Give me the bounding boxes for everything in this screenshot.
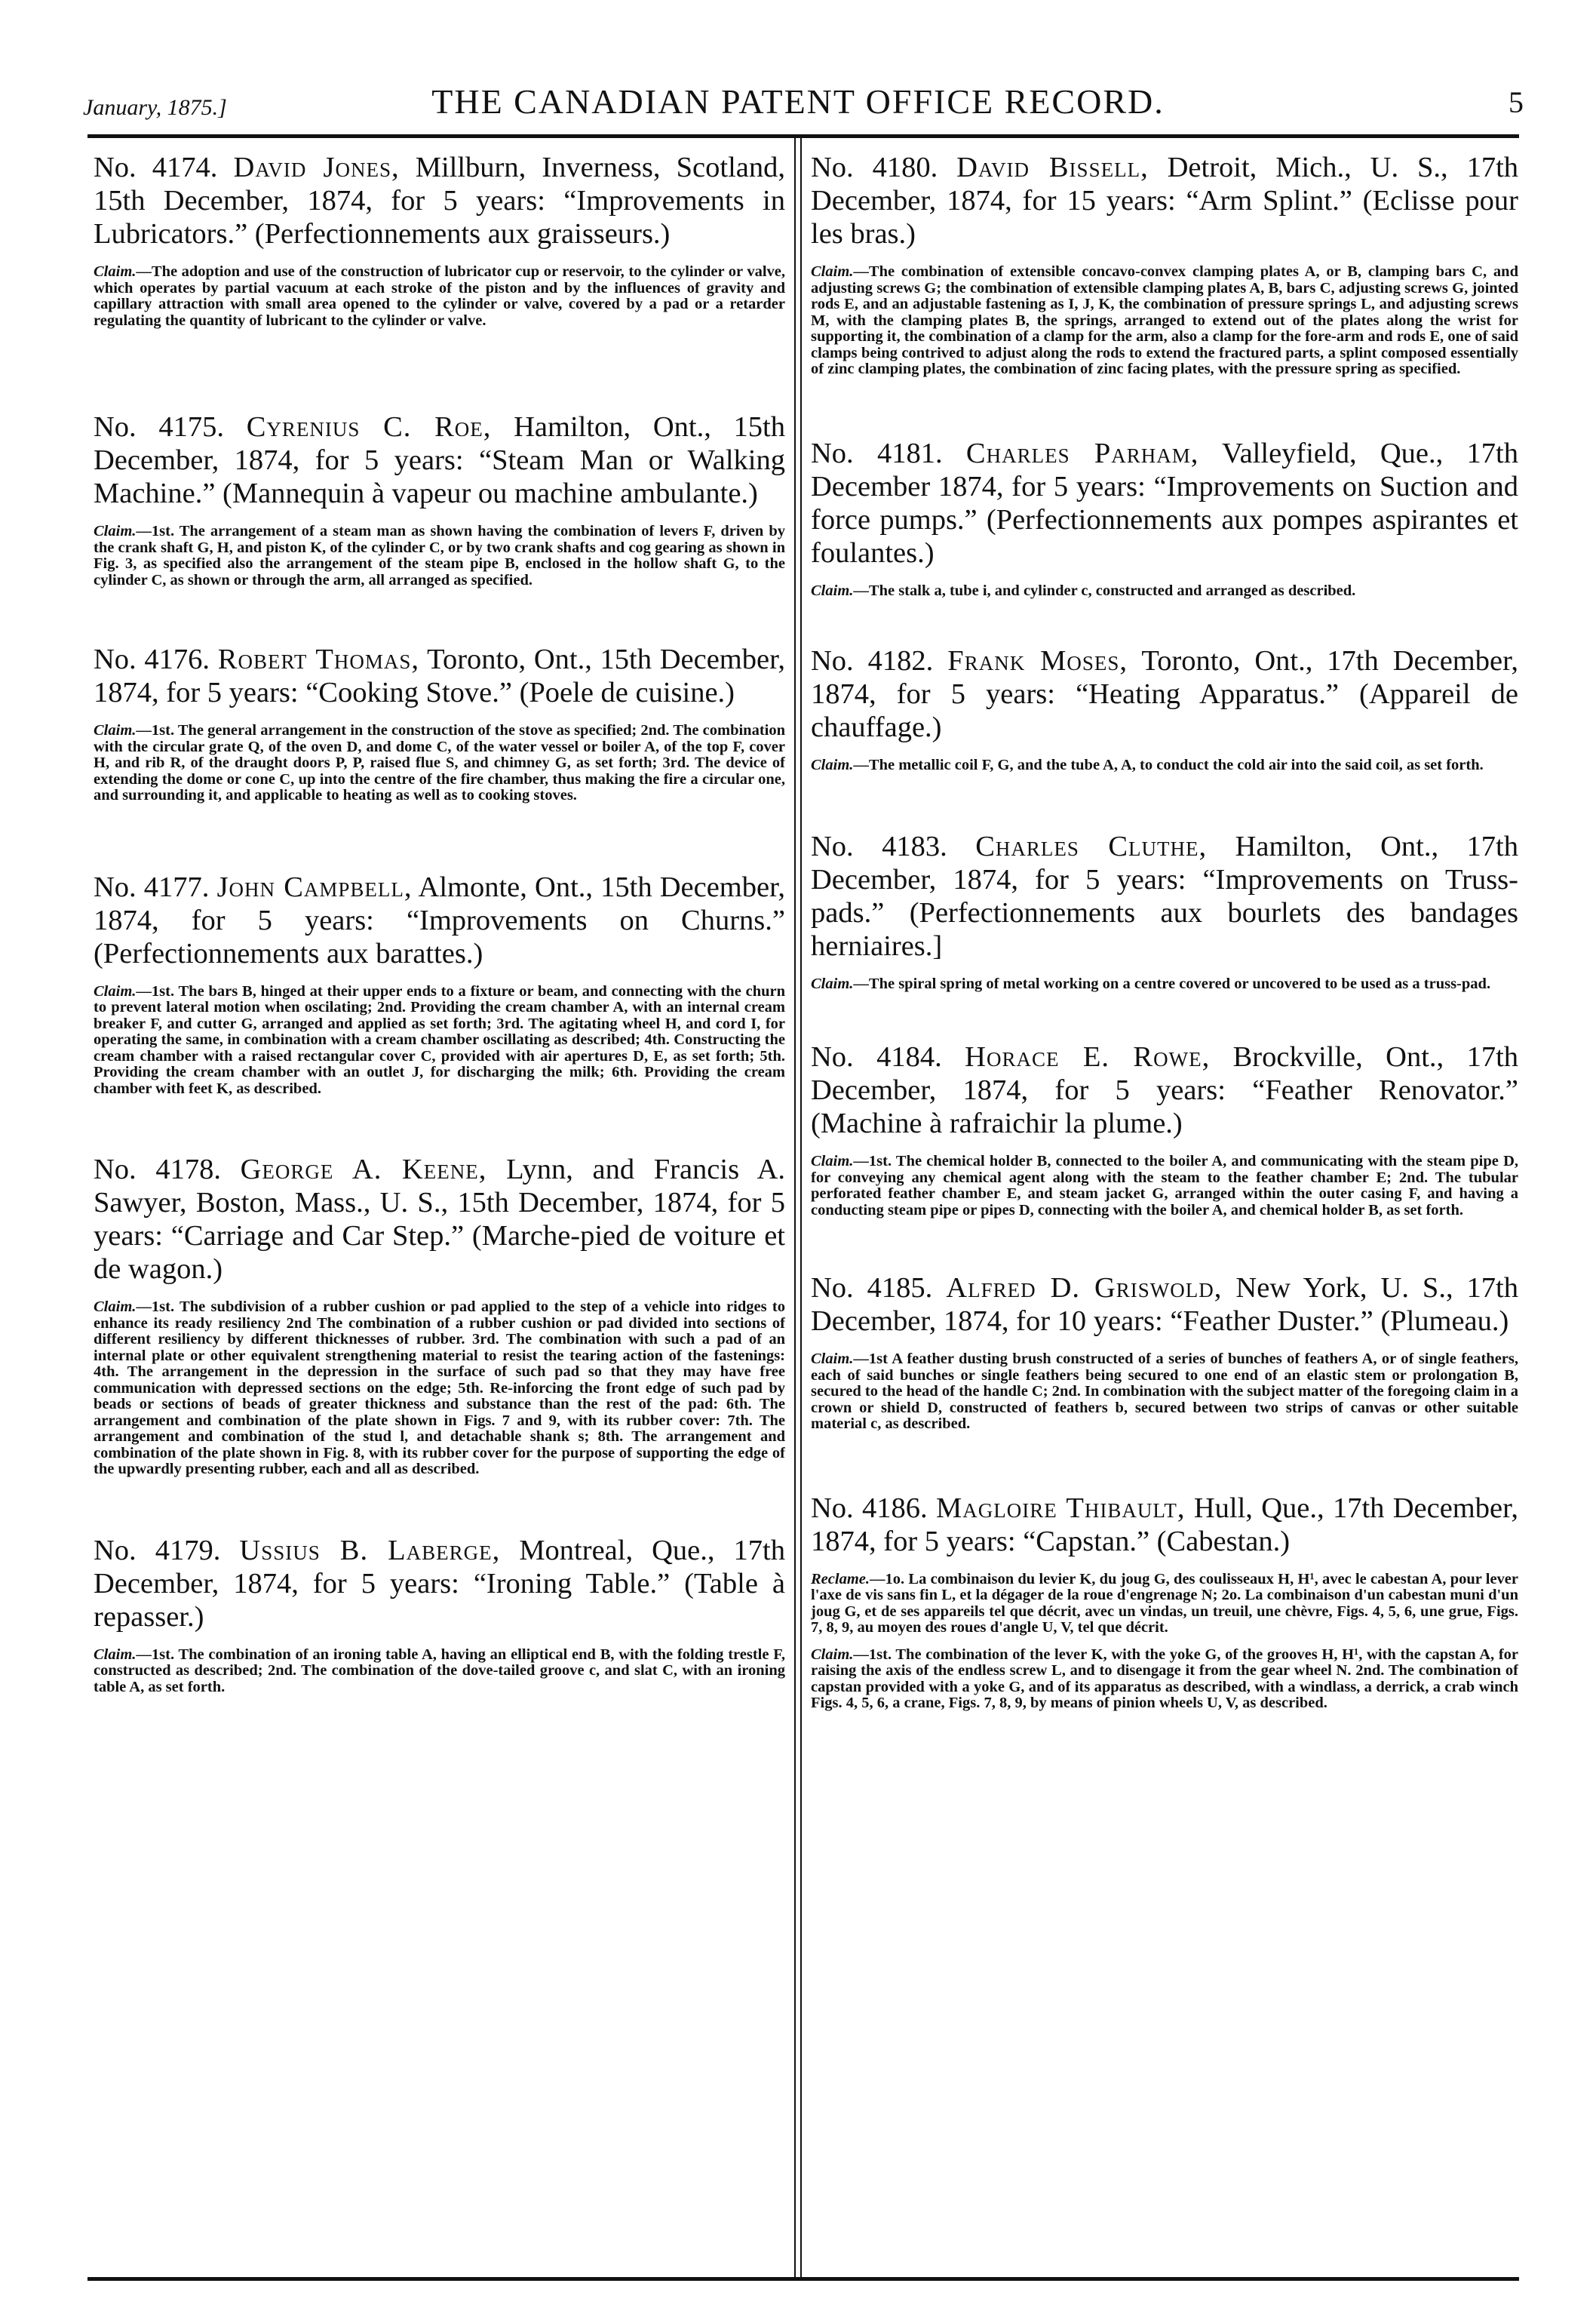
patent-details: Brockville, Ont., 17th December, 1874, for 5 years: “Feather Renovator.” (Machine à rafraichir la plume.) — [811, 1041, 1518, 1139]
patent-heading — [94, 871, 785, 970]
claim-body: —1o. La combinaison du levier K, du joug G, des coulisseaux H, H¹, avec le cabestan A, pour lever l'axe de vis sans fin L, et la dégager de la roue d'engrenage N; 2o. La combinaison d'un cabestan muni d'un joug G, et de ses appareils tel que décrit, avec un vindas, un treuil, une chèvre, Figs. 4, 5, 6, une grue, Figs. 7, 8, 9, au moyen des roues d'angle U, V, tel que décrit. — [811, 1570, 1518, 1636]
patent-entry — [811, 644, 1518, 774]
patent-details: Valleyfield, Que., 17th December 1874, for 5 years: “Improvements on Suction and force pumps.” (Perfectionnements aux pompes aspirantes et foulantes.) — [811, 437, 1518, 569]
claim-text — [94, 524, 785, 589]
claim-label: Claim. — [811, 1646, 854, 1663]
claim-body: —1st. The combination of an ironing table A, having an elliptical end B, with the folding trestle F, constructed as described; 2nd. The combination of the dove-tailed groove c, and slat C, with an ironing table A, as set forth. — [94, 1646, 785, 1695]
patent-number: No. 4176. — [94, 644, 210, 675]
patent-number: No. 4178. — [94, 1154, 221, 1185]
claim-text — [811, 758, 1518, 774]
patent-heading — [94, 151, 785, 250]
inventor-name: George A. Keene, — [240, 1154, 487, 1185]
patent-entry — [94, 410, 785, 589]
patent-details: Lynn, and Francis A. Sawyer, Boston, Mass., U. S., 15th December, 1874, for 5 years: “Carriage and Car Step.” (Marche-pied de voiture et de wagon.) — [94, 1154, 785, 1285]
header-title: THE CANADIAN PATENT OFFICE RECORD. — [431, 82, 1165, 121]
claim-text — [811, 1647, 1518, 1712]
claim-body: —The stalk a, tube i, and cylinder c, constructed and arranged as described. — [853, 582, 1356, 599]
patent-details: Detroit, Mich., U. S., 17th December, 1874, for 15 years: “Arm Splint.” (Eclisse pour les bras.) — [811, 152, 1518, 250]
inventor-name: Horace E. Rowe, — [965, 1041, 1211, 1073]
bottom-rule — [87, 2277, 1519, 2281]
inventor-name: Magloire Thibault, — [935, 1492, 1186, 1524]
patent-entry — [811, 1492, 1518, 1712]
patent-number: No. 4181. — [811, 437, 943, 469]
claim-text — [94, 264, 785, 329]
patent-number: No. 4186. — [811, 1492, 928, 1524]
patent-heading — [811, 437, 1518, 570]
patent-details: Hamilton, Ont., 15th December, 1874, for 5 years: “Steam Man or Walking Machine.” (Mannequin à vapeur ou machine ambulante.) — [94, 411, 785, 509]
claim-label: Claim. — [94, 1646, 137, 1663]
claim-body: —The metallic coil F, G, and the tube A, A, to conduct the cold air into the said coil, as set forth. — [853, 757, 1484, 773]
patent-number: No. 4174. — [94, 152, 218, 183]
patent-entry — [811, 1040, 1518, 1218]
patent-number: No. 4179. — [94, 1534, 221, 1566]
claim-text — [94, 984, 785, 1098]
patent-details: Toronto, Ont., 17th December, 1874, for 5 years: “Heating Apparatus.” (Appareil de chauffage.) — [811, 645, 1518, 743]
patent-entry — [811, 830, 1518, 993]
claim-body: —1st. The arrangement of a steam man as shown having the combination of levers F, driven by the crank shaft G, H, and piston K, of the cylinder C, or by two crank shafts and cog gearing as shown in Fig. 3, as specified also the arrangement of the steam pipe B, enclosed in the hollow shaft G, to the cylinder C, as shown or through the arm, all arranged as specified. — [94, 523, 785, 589]
claim-body: —1st. The chemical holder B, connected to the boiler A, and communicating with the steam pipe D, for conveying any chemical agent along with the steam to the feather chamber E; 2nd. The tubular perforated feather chamber E, and steam jacket G, arranged within the outer casing F, and having a conducting steam pipe or pipes D, connecting with the boiler A, and chemical holder B, as set forth. — [811, 1153, 1518, 1218]
inventor-name: John Campbell, — [216, 871, 413, 903]
left-column — [94, 151, 785, 2270]
claim-label: Claim. — [811, 263, 854, 280]
patent-number: No. 4184. — [811, 1041, 942, 1073]
header-date: January, 1875.] — [83, 95, 227, 120]
patent-heading — [811, 1492, 1518, 1558]
patent-details: Toronto, Ont., 15th December, 1874, for 5 years: “Cooking Stove.” (Poele de cuisine.) — [94, 644, 785, 708]
column-separator — [794, 136, 802, 2277]
claim-text — [811, 583, 1518, 600]
patent-entry — [811, 1271, 1518, 1433]
patent-details: Montreal, Que., 17th December, 1874, for 5 years: “Ironing Table.” (Table à repasser.) — [94, 1534, 785, 1633]
claim-body: —1st. The combination of the lever K, with the yoke G, of the grooves H, H¹, with the capstan A, for raising the axis of the endless screw L, and to disengage it from the gear wheel N. 2nd. The combination of capstan provided with a yoke G, and of its apparatus as described, with a windlass, a derrick, a crab winch Figs. 4, 5, 6, a crane, Figs. 7, 8, 9, by means of pinion wheels U, V, as described. — [811, 1646, 1518, 1711]
patent-entry — [94, 151, 785, 329]
claim-body: —The spiral spring of metal working on a centre covered or uncovered to be used as a truss-pad. — [853, 975, 1491, 992]
page-number: 5 — [1509, 85, 1524, 119]
right-column — [811, 151, 1518, 2270]
claim-text — [811, 264, 1518, 378]
claim-body: —1st A feather dusting brush constructed of a series of bunches of feathers A, or of single feathers, each of said bunches or single feathers being secured to one end of an elastic stem or prolongation B, secured to the head of the handle C; 2nd. In combination with the subject matter of the foregoing claim in a crown or shield D, constructed of feathers b, secured between two strips of canvas or other suitable material c, as described. — [811, 1351, 1518, 1432]
patent-heading — [94, 1153, 785, 1286]
patent-entry — [94, 1534, 785, 1696]
claim-text — [94, 1647, 785, 1696]
patent-entry — [94, 643, 785, 804]
top-rule — [87, 134, 1519, 138]
claim-label: Claim. — [811, 1351, 854, 1367]
claim-text — [94, 723, 785, 804]
page-header — [0, 78, 1596, 124]
claim-body: —1st. The bars B, hinged at their upper ends to a fixture or beam, and connecting with the churn to prevent lateral motion when oscilating; 2nd. Providing the cream chamber A, with an internal cream breaker F, and cutter G, arranged and applied as set forth; 3rd. The agitating wheel H, and cord I, for operating the same, in combination with a cream chamber oscillating as described; 4th. Constructing the cream chamber with a raised rectangular cover C, provided with air apertures D, E, as set forth; 5th. Providing the cream chamber with an outlet J, for discharging the milk; 6th. Providing the cream chamber with feet K, as described. — [94, 982, 785, 1097]
inventor-name: David Jones, — [233, 152, 400, 183]
claim-text — [811, 1572, 1518, 1636]
claim-label: Claim. — [811, 582, 854, 599]
patent-heading — [811, 1040, 1518, 1140]
claim-text — [811, 1351, 1518, 1433]
claim-label: Claim. — [811, 757, 854, 773]
claim-label: Claim. — [94, 523, 137, 539]
patent-heading — [811, 151, 1518, 250]
patent-number: No. 4183. — [811, 830, 947, 862]
claim-body: —1st. The subdivision of a rubber cushion or pad applied to the step of a vehicle into ridges to enhance its ready resiliency 2nd The combination of a rubber cushion or pad divided into sections of different resiliency by different thicknesses of rubber. 3rd. The combination with such a pad of an internal plate or other equivalent strengthening material to resist the tearing action of the fastenings: 4th. The arrangement in the depression in the surface of such pad so that they may have free communication with depressed sections on the edge; 5th. Re-inforcing the front edge of such pad by beads or sections of beads of greater thickness and substance than the rest of the pad: 6th. The arrangement and combination of the plate shown in Figs. 7 and 9, with its rubber cover: 7th. The arrangement and combination of the stud l, and detachable shank s; 8th. The arrangement and combination of the plate shown in Fig. 8, with its rubber cover for the purpose of supporting the edge of the upwardly presenting rubber, each and all as described. — [94, 1298, 785, 1477]
claim-label: Claim. — [811, 975, 854, 992]
patent-heading — [94, 1534, 785, 1633]
patent-details: Hamilton, Ont., 17th December, 1874, for 5 years: “Improvements on Truss-pads.” (Perfectionnements aux bourlets des bandages herniaires.] — [811, 830, 1518, 962]
patent-heading — [811, 830, 1518, 963]
patent-number: No. 4182. — [811, 645, 934, 677]
claim-text — [811, 1154, 1518, 1218]
patent-heading — [94, 410, 785, 510]
inventor-name: David Bissell, — [956, 152, 1149, 183]
claim-label: Claim. — [94, 1298, 137, 1315]
patent-entry — [94, 871, 785, 1098]
claim-body: —The combination of extensible concavo-convex clamping plates A, or B, clamping bars C, and adjusting screws G; the combination of extensible clamping plates A, B, bars C, adjusting screws G, jointed rods E, and an adjustable fastening as I, J, K, the combination of pressure springs L, and adjusting screws M, with the clamping plates B, the springs, arranged to extend out of the plates along the wrist for supporting it, the combination of a clamp for the arm, also a clamp for the fore-arm and rods E, one of said clamps being contrived to adjust along the rods to extend the fractured parts, a splint composed essentially of zinc clamping plates, the combination of zinc facing plates, with the pressure spring as specified. — [811, 263, 1518, 377]
inventor-name: Frank Moses, — [947, 645, 1128, 677]
patent-number: No. 4175. — [94, 411, 225, 443]
patent-number: No. 4177. — [94, 871, 210, 903]
claim-label: Claim. — [811, 1153, 854, 1169]
inventor-name: Robert Thomas, — [217, 644, 420, 675]
claim-label: Claim. — [94, 263, 137, 280]
patent-entry — [811, 151, 1518, 378]
claim-label: Claim. — [94, 722, 137, 739]
claim-label: Claim. — [94, 982, 137, 1000]
patent-heading — [94, 643, 785, 709]
patent-entry — [94, 1153, 785, 1478]
patent-entry — [811, 437, 1518, 600]
inventor-name: Charles Parham, — [965, 437, 1199, 469]
claim-text — [94, 1299, 785, 1478]
inventor-name: Charles Cluthe, — [975, 830, 1208, 862]
inventor-name: Ussius B. Laberge, — [239, 1534, 501, 1566]
claim-label: Reclame. — [811, 1570, 870, 1587]
patent-details: Millburn, Inverness, Scotland, 15th December, 1874, for 5 years: “Improvements in Lubricators.” (Perfectionnements aux graisseurs.) — [94, 152, 785, 250]
claim-body: —1st. The general arrangement in the construction of the stove as specified; 2nd. The combination with the circular grate Q, of the oven D, and dome C, of the water vessel or boiler A, of the top F, cover H, and rib R, of the draught doors P, P, raised flue S, and chimney G, as set forth; 3rd. The device of extending the dome or cone C, up into the centre of the fire chamber, thus making the fire a circular one, and surrounding it, and applicable to heating as well as to cooking stoves. — [94, 722, 785, 804]
patent-heading — [811, 644, 1518, 744]
inventor-name: Cyrenius C. Roe, — [246, 411, 492, 443]
patent-number: No. 4185. — [811, 1272, 933, 1304]
patent-number: No. 4180. — [811, 152, 938, 183]
inventor-name: Alfred D. Griswold, — [946, 1272, 1223, 1304]
patent-heading — [811, 1271, 1518, 1338]
claim-text — [811, 976, 1518, 993]
claim-body: —The adoption and use of the construction of lubricator cup or reservoir, to the cylinder or valve, which operates by partial vacuum at each stroke of the piston and by the influences of gravity and capillary attraction with small area opened to the cylinder or valve, covered by a pad or a retarder regulating the quantity of lubricant to the cylinder or valve. — [94, 263, 785, 329]
patent-details: Hull, Que., 17th December, 1874, for 5 years: “Capstan.” (Cabestan.) — [811, 1492, 1518, 1557]
patent-details: Almonte, Ont., 15th December, 1874, for 5 years: “Improvements on Churns.” (Perfectionnements aux barattes.) — [94, 871, 785, 970]
patent-details: New York, U. S., 17th December, 1874, for 10 years: “Feather Duster.” (Plumeau.) — [811, 1272, 1518, 1337]
